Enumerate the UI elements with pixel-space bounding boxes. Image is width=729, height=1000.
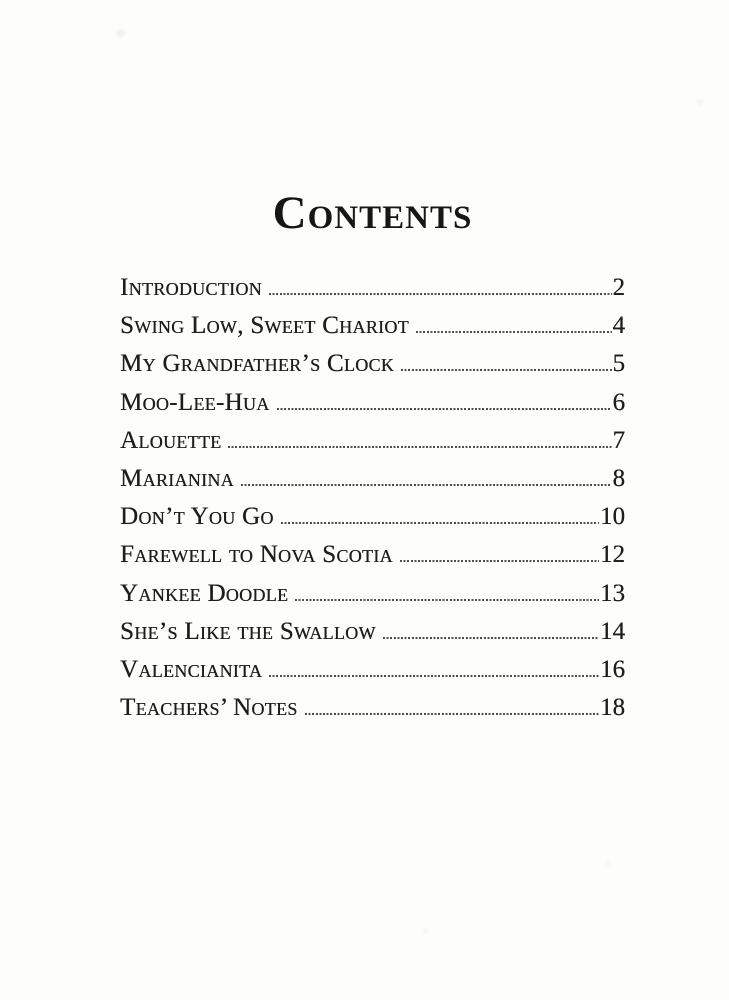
toc-entry — [120, 695, 625, 733]
table-of-contents — [120, 275, 625, 733]
scan-speck — [116, 29, 125, 37]
toc-entry — [120, 619, 625, 657]
dotted-leader — [228, 446, 611, 448]
toc-entry-label: Yankee Doodle — [120, 579, 289, 607]
toc-entry-label: Introduction — [120, 274, 262, 301]
dotted-leader — [400, 560, 599, 562]
scan-speck — [423, 929, 428, 934]
toc-entry-label: Valencianita — [120, 655, 263, 683]
toc-entry-label: Swing Low, Sweet Chariot — [120, 312, 409, 340]
scan-speck — [697, 99, 703, 105]
toc-entry-page-number: 8 — [612, 464, 625, 492]
toc-entry — [120, 581, 625, 619]
toc-entry-label: My Grandfather’s Clock — [120, 350, 395, 378]
toc-entry — [120, 275, 625, 313]
dotted-leader — [305, 713, 599, 715]
scan-speck — [605, 860, 611, 865]
toc-entry-label: Farewell to Nova Scotia — [120, 541, 393, 569]
toc-entry — [120, 466, 625, 504]
toc-entry-page-number: 2 — [612, 274, 625, 301]
toc-entry-label: Moo-Lee-Hua — [120, 388, 270, 416]
toc-entry-label: She’s Like the Swallow — [120, 617, 376, 645]
page-title: Contents — [272, 187, 473, 239]
dotted-leader — [269, 293, 612, 295]
toc-entry-page-number: 14 — [600, 617, 625, 645]
dotted-leader — [281, 522, 599, 524]
toc-entry-page-number: 4 — [612, 312, 625, 340]
dotted-leader — [383, 637, 599, 639]
toc-entry-label: Alouette — [120, 426, 222, 454]
toc-entry — [120, 390, 625, 428]
dotted-leader — [269, 675, 599, 677]
toc-entry-page-number: 16 — [600, 655, 625, 683]
toc-entry — [120, 504, 625, 542]
dotted-leader — [277, 408, 612, 410]
toc-entry-label: Teachers’ Notes — [120, 694, 298, 722]
toc-entry-page-number: 18 — [600, 694, 625, 722]
dotted-leader — [401, 369, 611, 371]
toc-entry — [120, 313, 625, 351]
toc-entry-label: Don’t You Go — [120, 503, 274, 531]
dotted-leader — [241, 484, 612, 486]
toc-entry — [120, 542, 625, 580]
toc-entry — [120, 657, 625, 695]
toc-entry-page-number: 5 — [612, 350, 625, 378]
toc-entry-page-number: 13 — [600, 579, 625, 607]
dotted-leader — [416, 331, 612, 333]
toc-entry-label: Marianina — [120, 464, 234, 492]
dotted-leader — [295, 599, 599, 601]
toc-entry-page-number: 6 — [612, 388, 625, 416]
toc-entry-page-number: 7 — [612, 426, 625, 454]
toc-entry-page-number: 10 — [600, 503, 625, 531]
toc-entry-page-number: 12 — [600, 541, 625, 569]
toc-entry — [120, 428, 625, 466]
toc-entry — [120, 351, 625, 389]
